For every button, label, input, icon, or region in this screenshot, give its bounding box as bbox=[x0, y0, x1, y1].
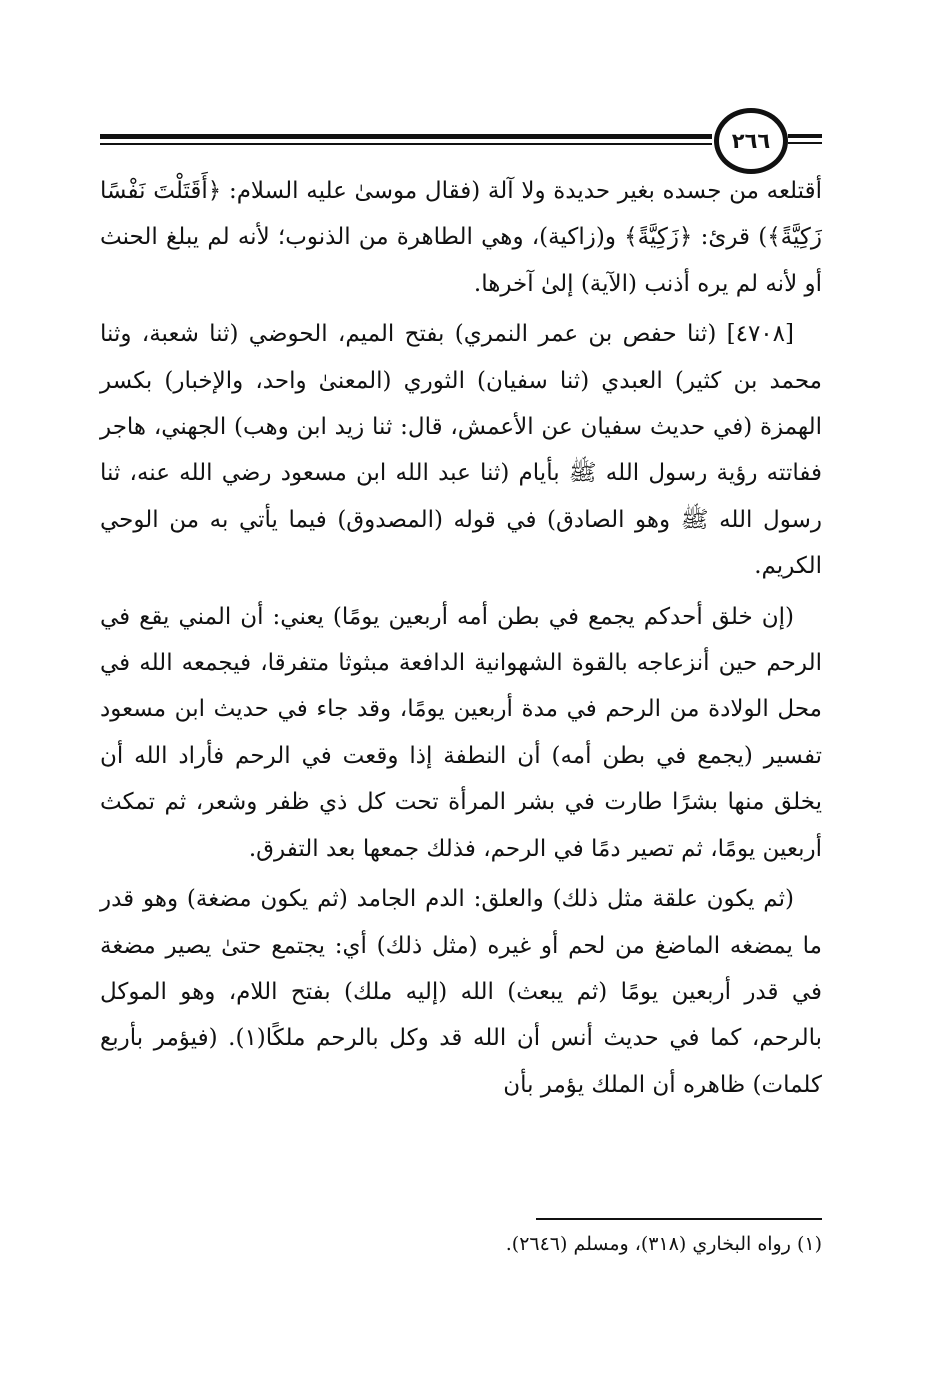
paragraph-continued: أقتلعه من جسده بغير حديدة ولا آلة (فقال موسىٰ عليه السلام: ﴿أَقَتَلْتَ نَفْسًا زَكِيَّةً﴾) قرئ: ﴿زَكِيَّةً﴾ و(زاكية)، وهي الطاهرة من الذنوب؛ لأنه لم يبلغ الحنث أو لأنه لم يره أذنب (الآية) إلىٰ آخرها. bbox=[100, 178, 822, 297]
header-rule-thick bbox=[100, 134, 712, 139]
paragraph-creation: (إن خلق أحدكم يجمع في بطن أمه أربعين يومًا) يعني: أن المني يقع في الرحم حين أنزعاجه بالقوة الشهوانية الدافعة مبثوثا متفرقا، فيجمعه الله في محل الولادة من الرحم في مدة أربعين يومًا، وقد جاء في حديث ابن مسعود تفسير (يجمع في بطن أمه) أن النطفة إذا وقعت في الرحم فأراد الله أن يخلق منها بشرًا طارت في بشر المرأة تحت كل ذي ظفر وشعر، ثم تمكث أربعين يومًا، ثم تصير دمًا في الرحم، فذلك جمعها بعد التفرق. bbox=[100, 603, 822, 862]
page-number: ٢٦٦ bbox=[714, 108, 788, 174]
paragraph-alaqah: (ثم يكون علقة مثل ذلك) والعلق: الدم الجامد (ثم يكون مضغة) وهو قدر ما يمضغه الماضغ من لحم أو غيره (مثل ذلك) أي: يجتمع حتىٰ يصير مضغة في قدر أربعين يومًا (ثم يبعث) الله (إليه ملك) بفتح اللام، وهو الموكل بالرحم، كما في حديث أنس أن الله قد وكل بالرحم ملكًا(١). (فيؤمر بأربع كلمات) ظاهره أن الملك يؤمر بأن bbox=[100, 886, 822, 1098]
footnote: (١) رواه البخاري (٣١٨)، ومسلم (٢٦٤٦). bbox=[505, 1233, 822, 1255]
header-rule-right-thin bbox=[788, 142, 822, 144]
footnote-divider bbox=[536, 1218, 822, 1220]
header-rule-right bbox=[788, 134, 822, 138]
main-text bbox=[100, 168, 822, 1108]
paragraph-hadith-4708: [٤٧٠٨] (ثنا حفص بن عمر النمري) بفتح الميم، الحوضي (ثنا شعبة، وثنا محمد بن كثير) العبدي (ثنا سفيان) الثوري (المعنىٰ واحد، والإخبار) بكسر الهمزة (في حديث سفيان عن الأعمش، قال: ثنا زيد ابن وهب) الجهني، هاجر ففاتته رؤية رسول الله ﷺ بأيام (ثنا عبد الله ابن مسعود رضي الله عنه، ثنا رسول الله ﷺ وهو الصادق) في قوله (المصدوق) فيما يأتي به من الوحي الكريم. bbox=[100, 321, 822, 580]
page-header bbox=[100, 108, 822, 168]
header-rule-thin bbox=[100, 143, 712, 145]
